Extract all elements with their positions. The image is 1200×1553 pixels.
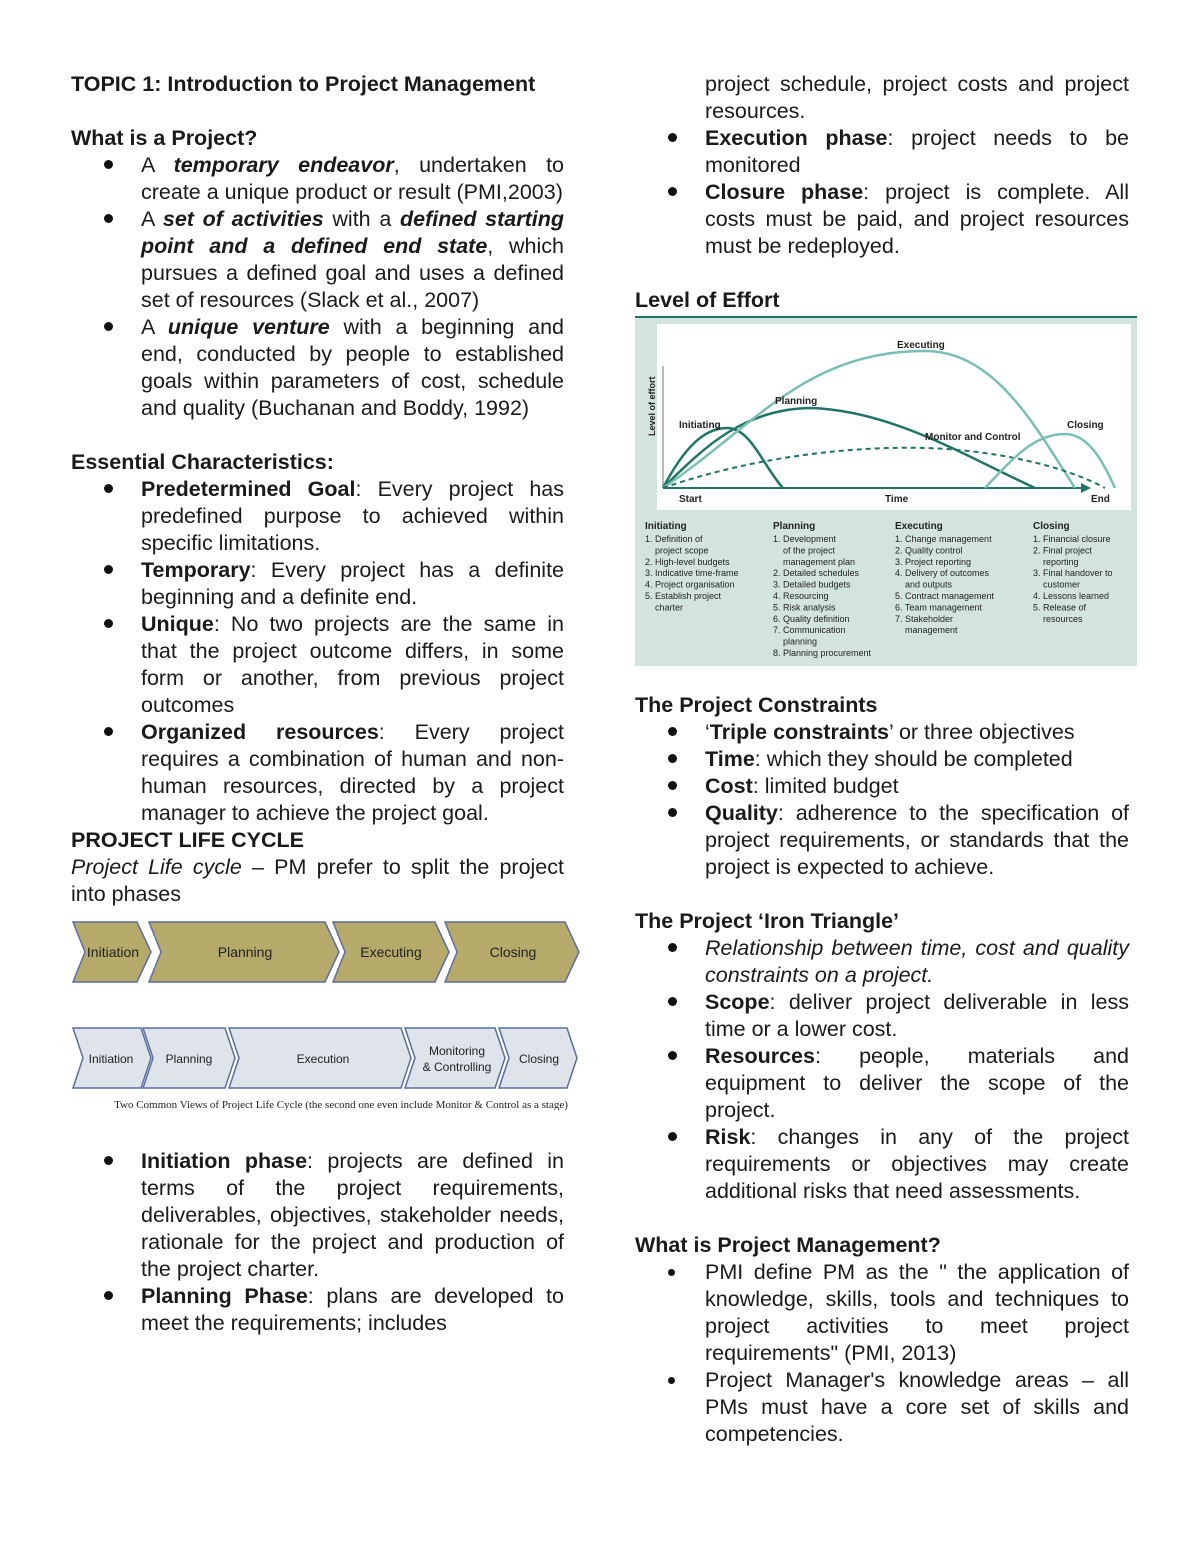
column-item: of the project [773,545,836,556]
column-item: 1. Change management [895,534,992,544]
x-end-label: End [1091,494,1110,505]
list-item: Relationship between time, cost and quality constraints on a project. [635,935,1129,989]
left-column [71,71,568,1337]
triangle-heading: The Project ‘Iron Triangle’ [635,909,900,933]
topic-title: TOPIC 1: Introduction to Project Management [71,72,536,96]
column-item: 4. Project organisation [645,579,735,590]
column-item: 5. Establish project [645,591,722,601]
column-item: 1. Definition of [645,534,703,544]
curve-label: Monitor and Control [925,432,1021,443]
list-item: Planning Phase: plans are developed to meet the requirements; includes [71,1283,564,1337]
lifecycle-diagram [71,910,581,1110]
pm-list [635,1259,1129,1448]
phase-list [71,1148,564,1337]
list-item: Cost: limited budget [635,773,1129,800]
curve-label: Planning [775,396,818,407]
characteristics-list [71,476,564,827]
column-item: management plan [773,556,856,567]
column-title: Planning [773,521,816,532]
column-item: 7. Stakeholder [895,613,954,624]
curve-label: Closing [1067,420,1104,431]
list-item: Time: which they should be completed [635,746,1129,773]
chevron-monitoring-b [405,1028,505,1088]
list-item: Temporary: Every project has a definite beginning and a definite end. [71,557,564,611]
chevron-label: Closing [489,944,537,960]
column-item: 5. Risk analysis [773,602,836,613]
effort-heading: Level of Effort [635,288,780,312]
chevron-label: Monitoring [428,1044,486,1058]
x-start-label: Start [679,494,702,505]
column-item: 7. Communication [773,625,846,636]
chevron-label: Initiation [86,944,140,960]
column-item: 4. Lessons learned [1033,591,1110,601]
column-item: 1. Development [773,534,837,544]
chevron-label: Execution [296,1052,350,1066]
list-item: Scope: deliver project deliverable in less time or a lower cost. [635,989,1129,1043]
chevron-label: Initiation [88,1052,134,1066]
right-column [635,71,1129,1448]
column-item: 2. Quality control [895,545,963,556]
column-item: charter [645,602,684,613]
list-item: A temporary endeavor, undertaken to create a unique product or result (PMI,2003) [71,152,564,206]
curve-label: Initiating [679,420,721,431]
list-item: Quality: adherence to the specification of project requirements, or standards that the project is expected to achieve. [635,800,1129,881]
triangle-list [635,935,1129,1205]
list-item: ‘Triple constraints’ or three objectives [635,719,1129,746]
column-item: 2. Detailed schedules [773,568,860,579]
list-item: Risk: changes in any of the project requirements or objectives may create additional risks that need assessments. [635,1124,1129,1205]
y-axis-label: Level of effort [647,376,657,436]
chevron-label: Planning [217,944,273,960]
constraints-list [635,719,1129,881]
lifecycle-chevrons [71,910,581,1110]
curve-label: Executing [897,340,945,351]
column-item: 3. Detailed budgets [773,579,851,590]
column-item: 3. Project reporting [895,556,972,567]
column-title: Executing [895,521,943,532]
column-item: 6. Team management [895,602,982,613]
chevron-row-b [73,1028,577,1088]
list-item: Unique: No two projects are the same in that the project outcome differs, in some form or another, from previous project outcomes [71,611,564,719]
project-definitions [71,152,564,422]
column-title: Closing [1033,521,1070,532]
column-item: 3. Indicative time-frame [645,568,739,579]
column-item: resources [1033,613,1083,624]
pm-heading: What is Project Management? [635,1233,941,1257]
chevron-row-a [73,922,579,982]
column-item: 5. Release of [1033,602,1087,613]
column-item: and outputs [895,579,953,590]
list-item: A unique venture with a beginning and end, conducted by people to established goals within parameters of cost, schedule and quality (Buchanan and Boddy, 1992) [71,314,564,422]
column-item: 6. Quality definition [773,613,850,624]
chevron-label: & Controlling [422,1060,492,1074]
chevron-label: Closing [518,1052,560,1066]
x-mid-label: Time [885,494,909,505]
lifecycle-intro: Project Life cycle – PM prefer to split the project into phases [71,855,564,906]
column-item: planning [773,636,818,647]
phase-list-cont [635,125,1129,260]
column-item: 4. Resourcing [773,591,829,601]
column-item: project scope [645,545,709,556]
list-item: Resources: people, materials and equipment to deliver the scope of the project. [635,1043,1129,1124]
list-item: Closure phase: project is complete. All costs must be paid, and project resources must be redeployed. [635,179,1129,260]
lifecycle-heading: PROJECT LIFE CYCLE [71,828,304,852]
level-of-effort-figure [635,316,1137,666]
column-item: management [895,625,958,636]
column-item: customer [1033,579,1081,590]
list-item: Organized resources: Every project requires a combination of human and non-human resources, directed by a project manager to achieve the project goal. [71,719,564,827]
chevron-label: Executing [360,944,422,960]
project-heading: What is a Project? [71,126,258,150]
column-item: 5. Contract management [895,591,995,601]
list-item: A set of activities with a defined starting point and a defined end state, which pursues a defined goal and uses a defined set of resources (Slack et al., 2007) [71,206,564,314]
list-item: Predetermined Goal: Every project has predefined purpose to achieved within specific limitations. [71,476,564,557]
chevron-label: Planning [165,1052,213,1066]
list-item: Project Manager's knowledge areas – all PMs must have a core set of skills and competencies. [635,1367,1129,1448]
planning-continued: project schedule, project costs and project resources. [705,72,1129,123]
column-title: Initiating [645,521,687,532]
column-item: 4. Delivery of outcomes [895,568,990,579]
list-item: Execution phase: project needs to be monitored [635,125,1129,179]
column-item: 3. Final handover to [1033,568,1113,579]
column-item: 1. Financial closure [1033,534,1111,544]
column-item: 2. High-level budgets [645,556,730,567]
column-item: 2. Final project [1033,545,1093,556]
column-item: 8. Planning procurement [773,648,872,658]
characteristics-heading: Essential Characteristics: [71,450,334,474]
constraints-heading: The Project Constraints [635,693,878,717]
column-item: reporting [1033,556,1079,567]
chevron-caption: Two Common Views of Project Life Cycle (the second one even include Monitor & Control as a stage) [114,1099,568,1110]
list-item: PMI define PM as the " the application of knowledge, skills, tools and techniques to project activities to meet project requirements" (PMI, 2013) [635,1259,1129,1367]
list-item: Initiation phase: projects are defined in terms of the project requirements, deliverables, objectives, stakeholder needs, rationale for the project and production of the project charter. [71,1148,564,1283]
